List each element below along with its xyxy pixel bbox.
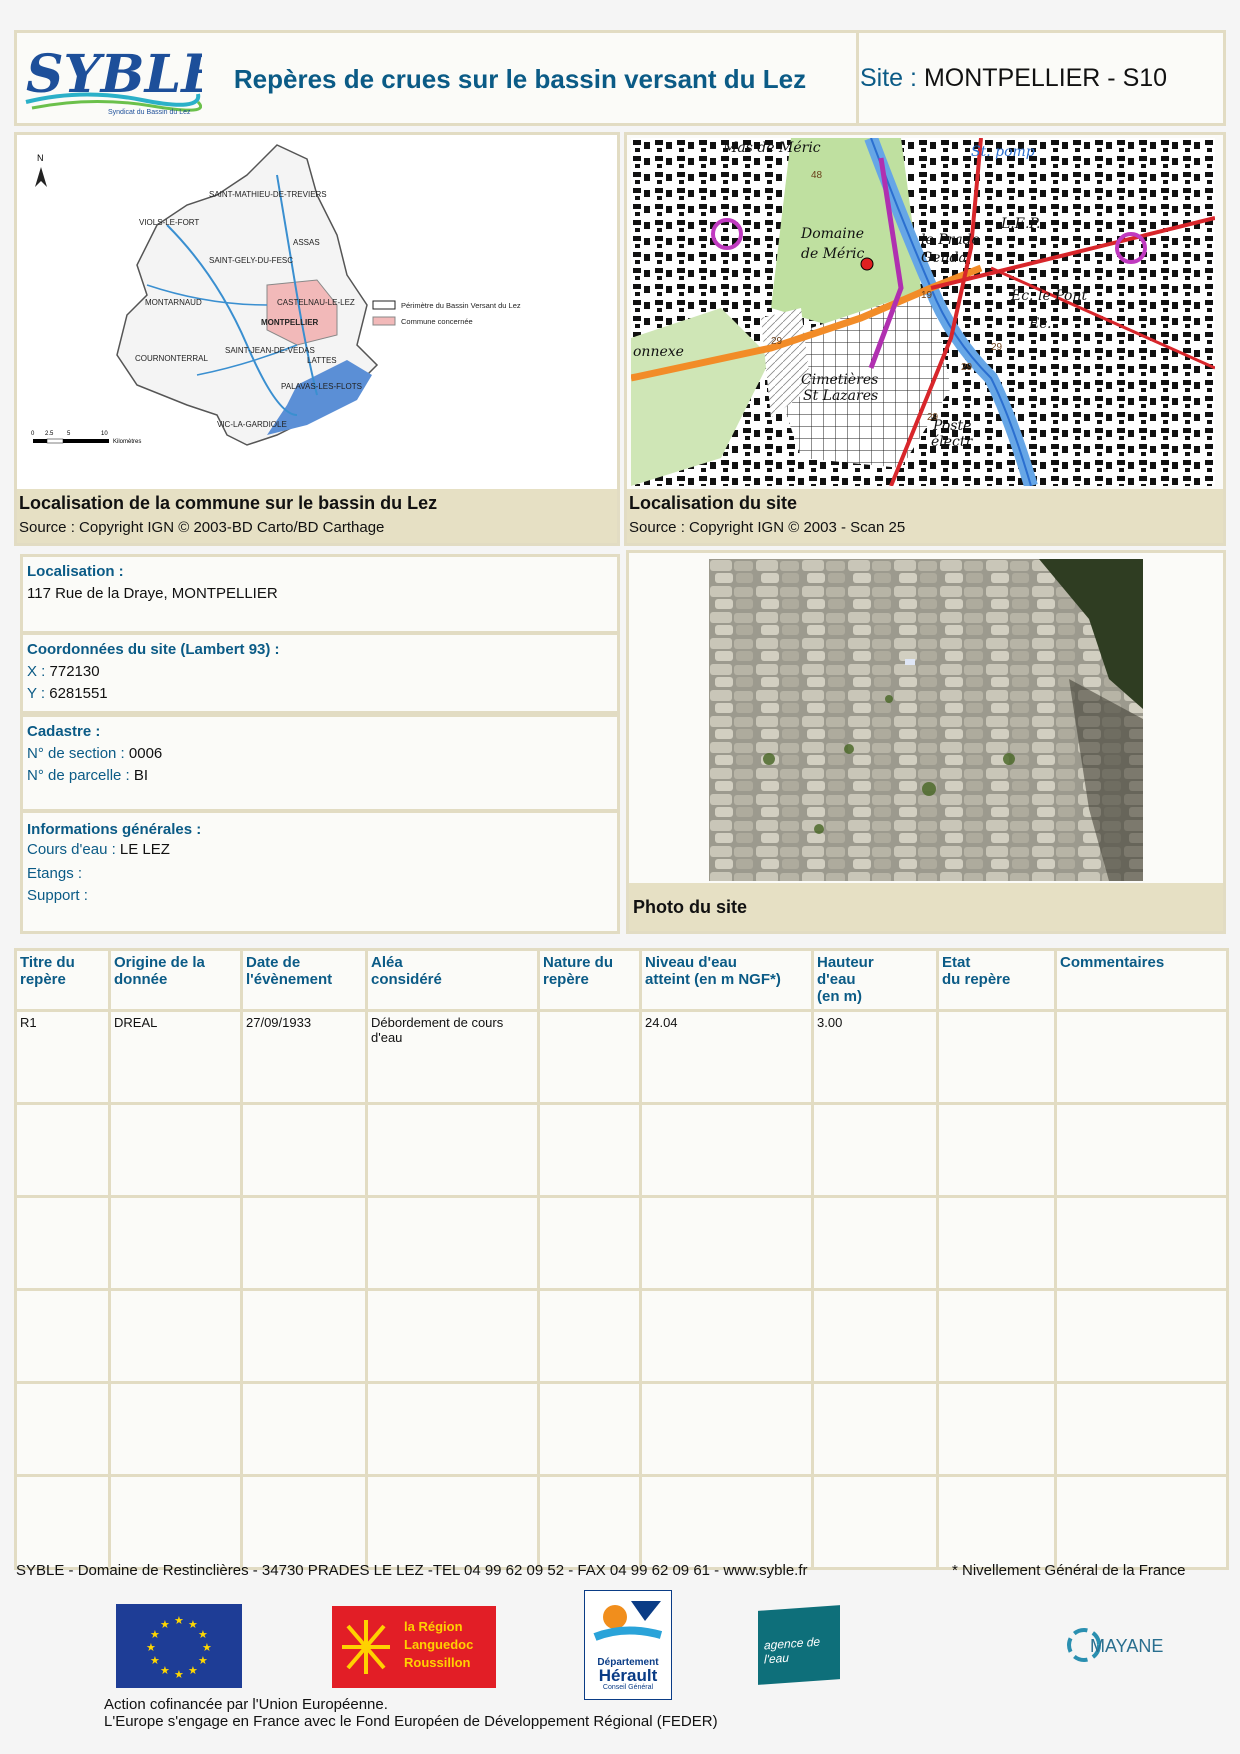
table-cell bbox=[242, 1476, 367, 1569]
svg-text:Kilomètres: Kilomètres bbox=[113, 439, 142, 445]
general-info-heading: Informations générales : bbox=[27, 821, 202, 838]
table-cell bbox=[539, 1104, 641, 1197]
svg-text:★: ★ bbox=[160, 1664, 170, 1677]
table-cell bbox=[641, 1290, 813, 1383]
table-cell bbox=[242, 1383, 367, 1476]
basin-map-source: Source : Copyright IGN © 2003-BD Carto/BD Carthage bbox=[19, 519, 385, 536]
cofinancing-note bbox=[104, 1696, 718, 1730]
svg-text:MONTARNAUD: MONTARNAUD bbox=[145, 298, 202, 307]
svg-text:VIC-LA-GARDIOLE: VIC-LA-GARDIOLE bbox=[217, 420, 287, 429]
table-cell bbox=[1056, 1383, 1228, 1476]
svg-text:Cimetières: Cimetières bbox=[801, 372, 879, 388]
column-header: Nature du repère bbox=[539, 950, 641, 1011]
localisation-value: 117 Rue de la Draye, MONTPELLIER bbox=[27, 585, 278, 602]
table-cell: 24.04 bbox=[641, 1011, 813, 1104]
flood-marks-table bbox=[14, 948, 1229, 1570]
table-cell bbox=[813, 1290, 938, 1383]
svg-text:SAINT-MATHIEU-DE-TREVIERS: SAINT-MATHIEU-DE-TREVIERS bbox=[209, 190, 327, 199]
column-header: Date de l'évènement bbox=[242, 950, 367, 1011]
svg-text:onnexe: onnexe bbox=[633, 344, 684, 360]
cours-row: Cours d'eau : LE LEZ bbox=[27, 841, 170, 858]
table-body bbox=[16, 1011, 1228, 1569]
localisation-box bbox=[20, 554, 620, 634]
table-cell bbox=[16, 1476, 110, 1569]
table-row bbox=[16, 1197, 1228, 1290]
herault-logo bbox=[584, 1590, 672, 1700]
site-map-title: Localisation du site bbox=[629, 493, 798, 513]
coord-x-value: 772130 bbox=[49, 663, 100, 680]
svg-text:29: 29 bbox=[927, 412, 939, 423]
table-cell: 27/09/1933 bbox=[242, 1011, 367, 1104]
coordinates-box bbox=[20, 632, 620, 714]
table-cell bbox=[641, 1197, 813, 1290]
table-cell bbox=[110, 1383, 242, 1476]
table-cell bbox=[938, 1197, 1056, 1290]
table-cell bbox=[641, 1104, 813, 1197]
table-cell bbox=[367, 1383, 539, 1476]
svg-text:48: 48 bbox=[811, 170, 823, 181]
logo-subtitle: Syndicat du Bassin du Lez bbox=[108, 109, 191, 116]
general-info-box bbox=[20, 810, 620, 934]
syble-logo bbox=[22, 36, 202, 118]
basin-map-panel bbox=[14, 132, 620, 546]
herault-logo-line2: Hérault bbox=[598, 1666, 658, 1685]
table-cell bbox=[1056, 1290, 1228, 1383]
table-row bbox=[16, 1104, 1228, 1197]
table-cell bbox=[539, 1476, 641, 1569]
table-cell bbox=[110, 1476, 242, 1569]
site-value: MONTPELLIER - S10 bbox=[923, 64, 1168, 92]
footer-address: SYBLE - Domaine de Restinclières - 34730 PRADES LE LEZ -TEL 04 99 62 09 52 - FAX 04 99 62 09 61 - www.syble.fr bbox=[16, 1562, 808, 1579]
table-cell bbox=[16, 1290, 110, 1383]
svg-text:St Lazares: St Lazares bbox=[803, 388, 879, 404]
table-cell bbox=[813, 1197, 938, 1290]
svg-text:29: 29 bbox=[991, 342, 1003, 353]
table-cell bbox=[641, 1383, 813, 1476]
table-cell bbox=[367, 1476, 539, 1569]
svg-text:29: 29 bbox=[961, 362, 973, 373]
cofin-line1: Action cofinancée par l'Union Européenne. bbox=[104, 1696, 388, 1713]
svg-text:Commune concernée: Commune concernée bbox=[401, 317, 473, 326]
svg-text:★: ★ bbox=[150, 1628, 160, 1641]
column-header: Niveau d'eau atteint (en m NGF*) bbox=[641, 950, 813, 1011]
svg-text:Domaine: Domaine bbox=[801, 226, 865, 242]
table-cell bbox=[16, 1104, 110, 1197]
table-cell bbox=[1056, 1476, 1228, 1569]
site-map-panel bbox=[624, 132, 1226, 546]
footer-note: * Nivellement Général de la France bbox=[952, 1562, 1186, 1579]
svg-text:Ec.: Ec. bbox=[1029, 316, 1052, 332]
svg-text:5: 5 bbox=[67, 431, 71, 437]
table-cell bbox=[110, 1197, 242, 1290]
photo-caption-text: Photo du site bbox=[633, 897, 747, 917]
table-cell bbox=[539, 1383, 641, 1476]
cadastre-heading: Cadastre : bbox=[27, 723, 101, 740]
coord-x: X : 772130 bbox=[27, 663, 100, 680]
svg-text:MONTPELLIER: MONTPELLIER bbox=[261, 318, 319, 327]
svg-text:CASTELNAU-LE-LEZ: CASTELNAU-LE-LEZ bbox=[277, 298, 355, 307]
site-photo bbox=[709, 559, 1143, 881]
table-cell: DREAL bbox=[110, 1011, 242, 1104]
column-header: Hauteur d'eau (en m) bbox=[813, 950, 938, 1011]
cours-value: LE LEZ bbox=[119, 841, 170, 858]
site-map-caption bbox=[627, 489, 1223, 543]
svg-text:électr: électr bbox=[931, 434, 973, 450]
basin-map bbox=[17, 135, 617, 489]
table-row bbox=[16, 1011, 1228, 1104]
svg-text:COURNONTERRAL: COURNONTERRAL bbox=[135, 354, 208, 363]
svg-text:10: 10 bbox=[101, 431, 108, 437]
section-value: 0006 bbox=[128, 745, 163, 762]
svg-text:Ec. le Pont: Ec. le Pont bbox=[1011, 288, 1088, 304]
svg-text:le Prado: le Prado bbox=[921, 232, 981, 248]
table-cell bbox=[1056, 1104, 1228, 1197]
basin-map-caption bbox=[17, 489, 617, 543]
svg-text:★: ★ bbox=[188, 1664, 198, 1677]
svg-text:0: 0 bbox=[31, 431, 35, 437]
svg-text:Poste: Poste bbox=[933, 418, 972, 434]
table-cell bbox=[938, 1104, 1056, 1197]
table-cell bbox=[813, 1476, 938, 1569]
svg-text:2.5: 2.5 bbox=[45, 431, 54, 437]
column-header: Aléa considéré bbox=[367, 950, 539, 1011]
herault-logo-line3: Conseil Général bbox=[602, 1684, 654, 1691]
table-row bbox=[16, 1476, 1228, 1569]
table-cell bbox=[938, 1476, 1056, 1569]
table-row bbox=[16, 1290, 1228, 1383]
photo-caption bbox=[629, 883, 1223, 931]
cofin-line2: L'Europe s'engage en France avec le Fond Européen de Développement Régional (FEDER) bbox=[104, 1713, 718, 1730]
svg-text:Périmètre du Bassin Versant du: Périmètre du Bassin Versant du Lez bbox=[401, 301, 521, 310]
site-map-source: Source : Copyright IGN © 2003 - Scan 25 bbox=[629, 519, 906, 536]
region-logo-line1: la Région bbox=[404, 1619, 463, 1634]
etangs-label: Etangs : bbox=[27, 865, 83, 882]
table-cell bbox=[110, 1104, 242, 1197]
agence-eau-logo: agence de l'eau bbox=[758, 1605, 840, 1685]
table-cell bbox=[1056, 1011, 1228, 1104]
table-cell bbox=[938, 1290, 1056, 1383]
table-header-row bbox=[16, 950, 1228, 1011]
eu-flag-logo bbox=[116, 1604, 242, 1688]
basin-map-title: Localisation de la commune sur le bassin du Lez bbox=[19, 493, 438, 513]
cadastre-box bbox=[20, 714, 620, 812]
table-cell bbox=[641, 1476, 813, 1569]
column-header: Commentaires bbox=[1056, 950, 1228, 1011]
table-cell: R1 bbox=[16, 1011, 110, 1104]
page-title: Repères de crues sur le bassin versant du Lez bbox=[233, 64, 807, 94]
region-languedoc-logo bbox=[332, 1606, 496, 1688]
svg-text:SAINT-GELY-DU-FESC: SAINT-GELY-DU-FESC bbox=[209, 256, 294, 265]
svg-text:de Méric: de Méric bbox=[801, 246, 865, 262]
svg-text:★: ★ bbox=[198, 1628, 208, 1641]
svg-text:19: 19 bbox=[921, 290, 933, 301]
table-cell bbox=[813, 1383, 938, 1476]
table-cell bbox=[110, 1290, 242, 1383]
coord-y: Y : 6281551 bbox=[27, 685, 108, 702]
table-cell bbox=[242, 1290, 367, 1383]
region-logo-line2: Languedoc bbox=[404, 1637, 474, 1652]
site-identifier bbox=[860, 64, 1167, 93]
table-cell bbox=[367, 1104, 539, 1197]
column-header: Origine de la donnée bbox=[110, 950, 242, 1011]
svg-text:★: ★ bbox=[174, 1614, 184, 1627]
table-cell bbox=[242, 1104, 367, 1197]
table-cell bbox=[242, 1197, 367, 1290]
svg-text:LATTES: LATTES bbox=[307, 356, 337, 365]
support-label: Support : bbox=[27, 887, 88, 904]
site-photo-panel bbox=[626, 550, 1226, 934]
table-cell bbox=[539, 1197, 641, 1290]
svg-text:PALAVAS-LES-FLOTS: PALAVAS-LES-FLOTS bbox=[281, 382, 362, 391]
column-header: Titre du repère bbox=[16, 950, 110, 1011]
section-row: N° de section : 0006 bbox=[27, 745, 163, 762]
header-divider bbox=[856, 30, 859, 126]
svg-text:St. pomp: St. pomp bbox=[971, 144, 1035, 160]
table-cell bbox=[16, 1383, 110, 1476]
svg-text:29: 29 bbox=[771, 336, 783, 347]
logo-text: SYBLE bbox=[26, 44, 202, 105]
coord-y-value: 6281551 bbox=[49, 685, 108, 702]
table-cell bbox=[539, 1290, 641, 1383]
table-cell bbox=[938, 1383, 1056, 1476]
svg-text:Mas de Méric: Mas de Méric bbox=[723, 140, 821, 156]
table-cell bbox=[539, 1011, 641, 1104]
herault-logo-line1: Département bbox=[597, 1657, 659, 1668]
column-header: Etat du repère bbox=[938, 950, 1056, 1011]
table-cell bbox=[1056, 1197, 1228, 1290]
svg-text:SAINT-JEAN-DE-VEDAS: SAINT-JEAN-DE-VEDAS bbox=[225, 346, 315, 355]
site-map bbox=[631, 138, 1215, 486]
svg-text:★: ★ bbox=[160, 1618, 170, 1631]
localisation-heading: Localisation : bbox=[27, 563, 124, 580]
svg-text:★: ★ bbox=[146, 1641, 156, 1654]
svg-text:★: ★ bbox=[202, 1641, 212, 1654]
svg-text:★: ★ bbox=[150, 1654, 160, 1667]
mayane-logo bbox=[1064, 1622, 1174, 1668]
coordinates-heading: Coordonnées du site (Lambert 93) : bbox=[27, 641, 280, 658]
svg-text:★: ★ bbox=[188, 1618, 198, 1631]
svg-text:N: N bbox=[37, 153, 44, 163]
site-label: Site : bbox=[860, 64, 917, 92]
svg-text:MAYANE: MAYANE bbox=[1090, 1636, 1164, 1656]
table-row bbox=[16, 1383, 1228, 1476]
region-logo-line3: Roussillon bbox=[404, 1655, 471, 1670]
svg-text:L.E.P.: L.E.P. bbox=[1001, 216, 1041, 232]
svg-text:Genda: Genda bbox=[921, 250, 967, 266]
table-cell bbox=[16, 1197, 110, 1290]
table-cell bbox=[367, 1290, 539, 1383]
svg-text:★: ★ bbox=[198, 1654, 208, 1667]
parcelle-value: BI bbox=[133, 767, 149, 784]
table-cell: Débordement de cours d'eau bbox=[367, 1011, 539, 1104]
table-cell: 3.00 bbox=[813, 1011, 938, 1104]
svg-text:ASSAS: ASSAS bbox=[293, 238, 320, 247]
table-cell bbox=[367, 1197, 539, 1290]
table-cell bbox=[938, 1011, 1056, 1104]
svg-text:★: ★ bbox=[174, 1668, 184, 1681]
parcelle-row: N° de parcelle : BI bbox=[27, 767, 149, 784]
svg-text:VIOLS-LE-FORT: VIOLS-LE-FORT bbox=[139, 218, 200, 227]
table-cell bbox=[813, 1104, 938, 1197]
